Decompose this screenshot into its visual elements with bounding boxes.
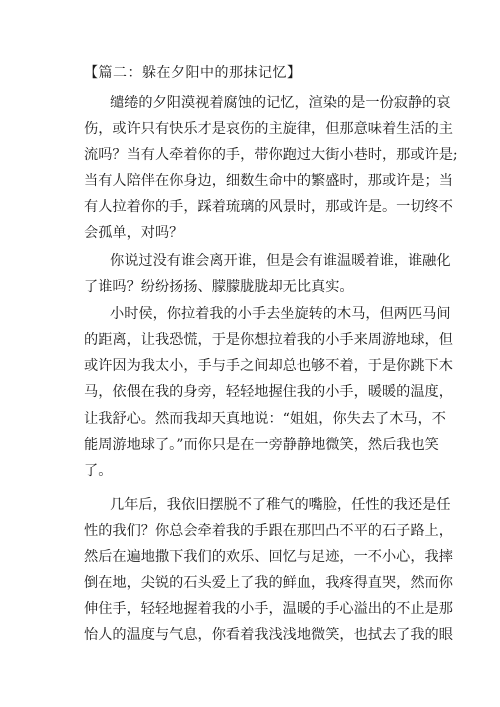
paragraph-line: 怡人的温度与气息，你看着我浅浅地微笑，也拭去了我的眼 bbox=[84, 627, 453, 643]
paragraph-line: 伸住手，轻轻地握着我的小手，温暖的手心溢出的不止是那 bbox=[84, 601, 453, 617]
paragraph-line: 的距离，让我恐慌，于是你想拉着我的小手来周游地球，但 bbox=[84, 332, 453, 348]
paragraph-line: 缱绻的夕阳漠视着腐蚀的记忆，渲染的是一份寂静的哀 bbox=[110, 95, 451, 111]
paragraph-line: 会孤单，对吗？ bbox=[84, 225, 184, 241]
paragraph-line: 性的我们？你总会牵着我的手跟在那凹凸不平的石子路上， bbox=[84, 523, 453, 539]
paragraph-line: 你说过没有谁会离开谁，但是会有谁温暖着谁，谁融化 bbox=[110, 253, 451, 269]
paragraph-line: 伤，或许只有快乐才是哀伤的主旋律，但那意味着生活的主 bbox=[84, 121, 453, 137]
paragraph-line: 能周游地球了。”而你只是在一旁静静地微笑，然后我也笑 bbox=[84, 437, 439, 453]
paragraph-line: 有人拉着你的手，踩着琉璃的风景时，那或许是。一切终不 bbox=[84, 199, 453, 215]
paragraph-line: 小时侯，你拉着我的小手去坐旋转的木马，但两匹马间 bbox=[110, 306, 451, 322]
paragraph-line: 马，依偎在我的身旁，轻轻地握住我的小手，暖暖的温度， bbox=[84, 384, 453, 400]
paragraph-line: 了。 bbox=[84, 463, 113, 479]
paragraph-line: 了谁吗？纷纷扬扬、朦朦胧胧却无比真实。 bbox=[84, 279, 354, 295]
paragraph-line: 让我舒心。然而我却天真地说：“姐姐，你失去了木马，不 bbox=[84, 411, 446, 427]
paragraph-line: 倒在地，尖锐的石头爱上了我的鲜血，我疼得直哭，然而你 bbox=[84, 575, 453, 591]
paragraph-line: 几年后，我依旧摆脱不了稚气的嘴脸，任性的我还是任 bbox=[110, 497, 451, 513]
paragraph-line: 然后在遍地撒下我们的欢乐、回忆与足迹，一不小心，我摔 bbox=[84, 549, 453, 565]
paragraph-line: 流吗？当有人牵着你的手，带你跑过大街小巷时，那或许是; bbox=[84, 147, 458, 163]
section-title: 【篇二：躲在夕阳中的那抹记忆】 bbox=[84, 65, 302, 81]
paragraph-line: 当有人陪伴在你身边，细数生命中的繁盛时，那或许是；当 bbox=[84, 173, 453, 189]
paragraph-line: 或许因为我太小，手与手之间却总也够不着，于是你跳下木 bbox=[84, 358, 453, 374]
